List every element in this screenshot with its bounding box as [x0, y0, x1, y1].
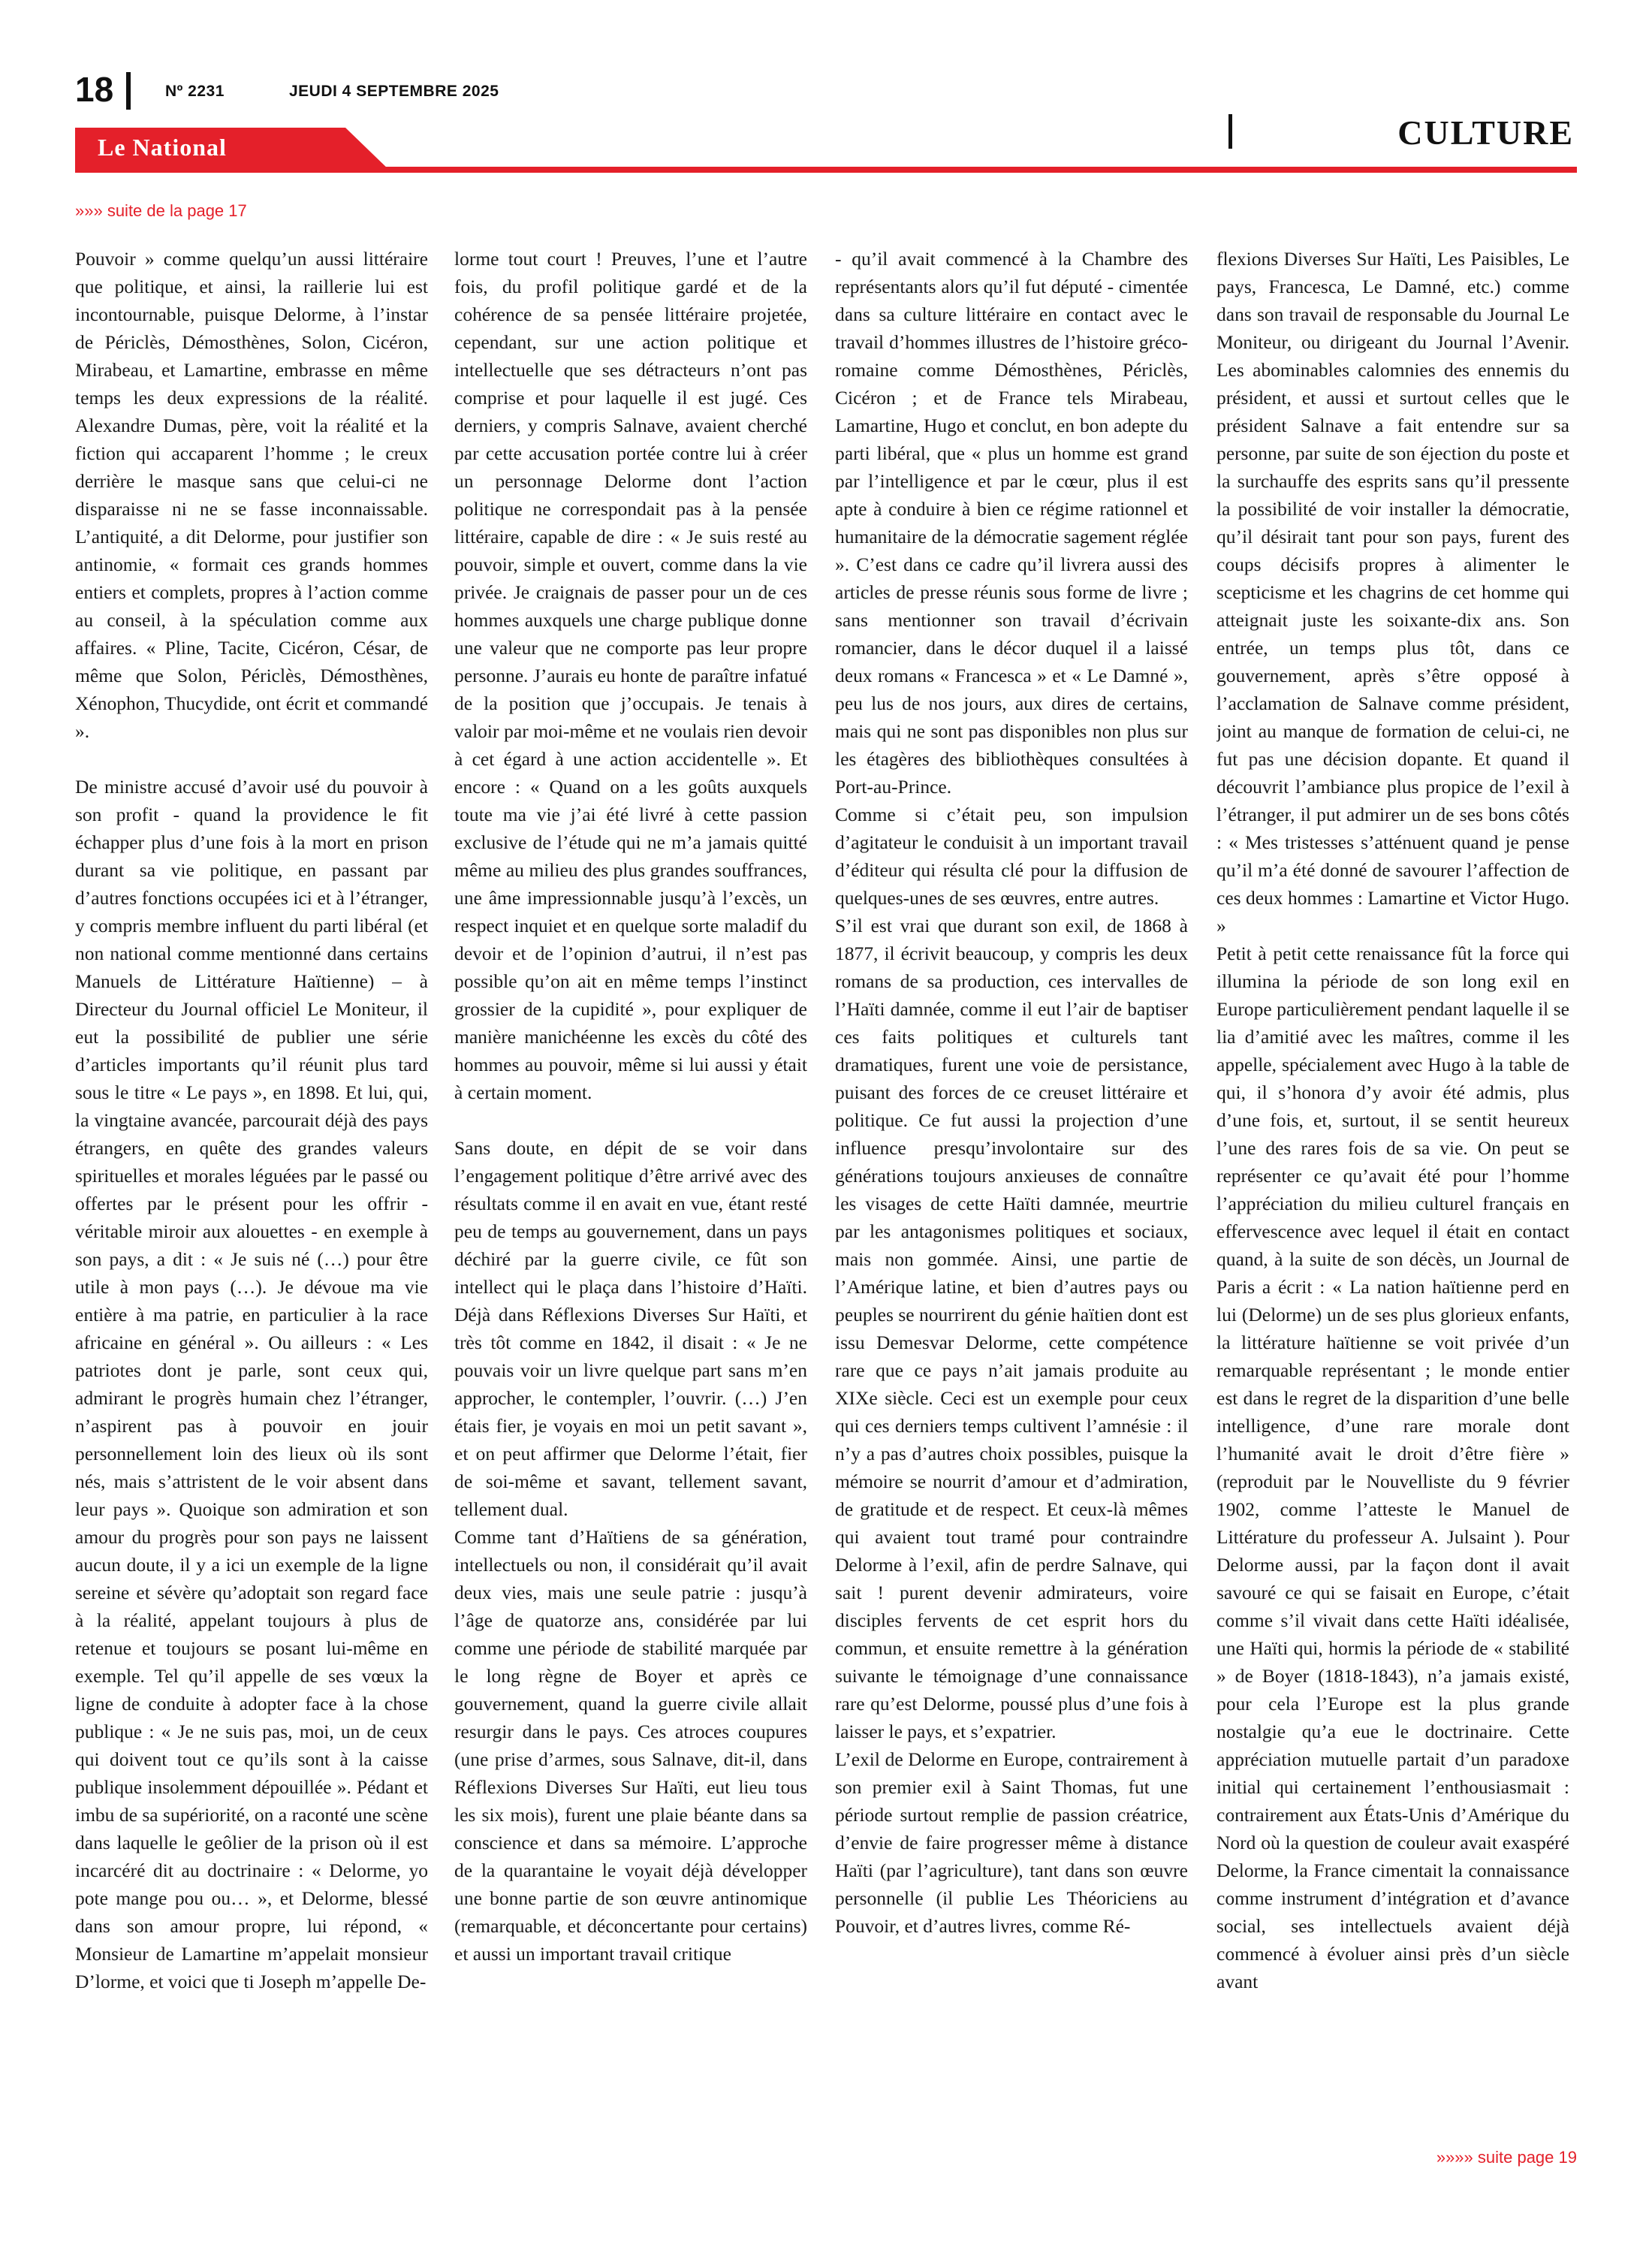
continued-from-link[interactable]: »»» suite de la page 17 [75, 201, 247, 220]
section-title: CULTURE [1397, 113, 1574, 152]
paragraph: flexions Diverses Sur Haïti, Les Paisibles, Le pays, Francesca, Le Damné, etc.) comme dans son travail de responsable du Journal Le Moniteur, ou dirigeant du Journal l’Avenir. Les abominables calomnies des ennemis du président, et aussi et surtout celles que le président Salnave a fait entendre sur sa personne, par suite de son éjection du poste et la surchauffe des esprits sans qu’il pressente la possibilité de voir installer la démocratie, qu’il désirait tant pour son pays, furent des coups décisifs propres à alimenter le scepticisme et les chagrins de cet homme qui atteignait juste les soixante-dix ans. Son entrée, un temps plus tôt, dans ce gouvernement, après s’être opposé à l’acclamation de Salnave comme président, joint au manque de formation de celui-ci, ne fut pas une décision dopante. Et quand il découvrit l’ambiance plus propice de l’exil à l’étranger, il put admirer un de ses bons côtés : « Mes tristesses s’atténuent quand je pense qu’il m’a été donné de savourer l’affection de ces deux hommes : Lamartine et Victor Hugo. » [1216, 248, 1569, 936]
article-column-4 [1216, 245, 1569, 2145]
issue-number: Nº 2231 [165, 83, 225, 100]
article-column-2 [454, 245, 807, 2145]
paragraph: Sans doute, en dépit de se voir dans l’engagement politique d’être arrivé avec des résultats comme il en avait en vue, étant resté peu de temps au gouvernement, dans un pays déchiré par la guerre civile, ce fût son intellect qui le plaça dans l’histoire d’Haïti. Déjà dans Réflexions Diverses Sur Haïti, et très tôt comme en 1842, il disait : « Je ne pouvais voir un livre quelque part sans m’en approcher, le contempler, l’ouvrir. (…) J’en étais fier, je voyais en moi un petit savant », et on peut affirmer que Delorme l’était, fier de soi-même et savant, tellement savant, tellement dual. [454, 1137, 807, 1520]
continued-to-link[interactable]: »»»» suite page 19 [1436, 2148, 1577, 2167]
article-column-3 [835, 245, 1188, 2145]
paragraph: Comme tant d’Haïtiens de sa génération, intellectuels ou non, il considérait qu’il avait deux vies, mais une seule patrie : jusqu’à l’âge de quatorze ans, considérée par lui comme une période de stabilité marquée par le long règne de Boyer et après ce gouvernement, quand la guerre civile allait resurgir dans le pays. Ces atroces coupures (une prise d’armes, sous Salnave, dit-il, dans Réflexions Diverses Sur Haïti, eut lieu tous les six mois), furent une plaie béante dans sa conscience et dans sa mémoire. L’approche de la quarantaine le voyait déjà développer une bonne partie de son œuvre antinomique (remarquable, et déconcertante pour certains) et aussi un important travail critique [454, 1526, 807, 1965]
paragraph: - qu’il avait commencé à la Chambre des représentants alors qu’il fut député - cimentée dans sa culture littéraire en contact avec le travail d’hommes illustres de l’histoire gréco-romaine comme Démosthènes, Périclès, Cicéron ; et de France tels Mirabeau, Lamartine, Hugo et conclut, en bon adepte du parti libéral, que « plus un homme est grand par l’intelligence et par le cœur, plus il est apte à conduire à bien ce régime rationnel et humanitaire de la démocratie sagement réglée ». C’est dans ce cadre qu’il livrera aussi des articles de presse réunis sous forme de livre ; sans mentionner son travail d’écrivain romancier, dans le décor duquel il a laissé deux romans « Francesca » et « Le Damné », peu lus de nos jours, aux dires de certains, mais qui ne sont pas disponibles non plus sur les étagères des bibliothèques consultées à Port-au-Prince. [835, 248, 1188, 798]
brand-name: Le National [98, 134, 227, 161]
article-column-1 [75, 245, 428, 2145]
paragraph: Petit à petit cette renaissance fût la force qui illumina la période de son long exil en Europe particulièrement pendant laquelle il se lia d’amitié avec les maîtres, comme il les appelle, spécialement avec Hugo à la table de qui, il s’honora d’y avoir été admis, plus d’une fois, et, surtout, il se sentit heureux l’une des rares fois de sa vie. On peut se représenter ce qu’avait été pour l’homme l’appréciation du milieu culturel français en effervescence avec lequel il était en contact quand, à la suite de son décès, un Journal de Paris a écrit : « La nation haïtienne perd en lui (Delorme) un de ses plus glorieux enfants, la littérature haïtienne se voit privée d’un remarquable représentant ; le monde entier est dans le regret de la disparition d’une belle intelligence, d’une rare morale dont l’humanité avait le droit d’être fière » (reproduit par le Nouvelliste du 9 février 1902, comme l’atteste le Manuel de Littérature du professeur A. Julsaint ). Pour Delorme aussi, par la façon dont il avait savouré ce qui se faisait en Europe, c’était comme s’il vivait dans cette Haïti idéalisée, une Haïti qui, hormis la période de « stabilité » de Boyer (1818-1843), n’a jamais existé, pour cela l’Europe est la plus grande nostalgie qu’a eue le doctrinaire. Cette appréciation mutuelle partait d’un paradoxe initial qui certainement l’enthousiasmait : contrairement aux États-Unis d’Amérique du Nord où la question de couleur avait exaspéré Delorme, la France cimentait la connaissance comme instrument d’intégration et d’avance social, ses intellectuels avaient déjà commencé à évoluer ainsi près d’un siècle avant [1216, 943, 1569, 1992]
paragraph: Comme si c’était peu, son impulsion d’agitateur le conduisit à un important travail d’éditeur qui résulta clé pour la diffusion de quelques-unes de ses œuvres, entre autres. [835, 804, 1188, 909]
section-divider [1228, 114, 1232, 149]
paragraph: lorme tout court ! Preuves, l’une et l’autre fois, du profil politique gardé et de la cohérence de sa pensée littéraire projetée, cependant, sur une action politique et intellectuelle que ses détracteurs n’ont pas comprise et pour laquelle il est jugé. Ces derniers, y compris Salnave, avaient cherché par cette accusation portée contre lui à créer un personnage Delorme dont l’action politique ne correspondait pas à la pensée littéraire, capable de dire : « Je suis resté au pouvoir, simple et ouvert, comme dans la vie privée. Je craignais de passer pour un de ces hommes auxquels une charge publique donne une valeur que ne comporte pas leur propre personne. J’aurais eu honte de paraître infatué de la position que j’occupais. Je tenais à valoir par moi-même et ne voulais rien devoir à cet égard à une action accidentelle ». Et encore : « Quand on a les goûts auxquels toute ma vie j’ai été livré à cette passion exclusive de l’étude qui ne m’a jamais quitté même au milieu des plus grandes souffrances, une âme impressionnable jusqu’à l’excès, un respect inquiet et en quelque sorte maladif du devoir et de l’opinion d’autrui, il n’est pas possible qu’on ait en même temps l’instinct grossier de la cupidité », pour expliquer de manière manichéenne les excès du côté des hommes au pouvoir, même si lui aussi y était à certain moment. [454, 248, 807, 1103]
page-number: 18 [75, 70, 114, 109]
issue-date: JEUDI 4 SEPTEMBRE 2025 [289, 83, 499, 100]
paragraph: De ministre accusé d’avoir usé du pouvoir à son profit - quand la providence le fit échapper plus d’une fois à la mort en prison durant sa vie politique, en passant par d’autres fonctions occupées ici et à l’étranger, y compris membre influent du parti libéral (et non national comme mentionné dans certains Manuels de Littérature Haïtienne) – à Directeur du Journal officiel Le Moniteur, il eut la possibilité de publier une série d’articles importants qu’il réunit plus tard sous le titre « Le pays », en 1898. Et lui, qui, la vingtaine avancée, parcourait déjà des pays étrangers, en quête des grandes valeurs spirituelles et morales léguées par le passé ou offertes par le présent pour les offrir - véritable miroir aux alouettes - en exemple à son pays, a dit : « Je suis né (…) pour être utile à mon pays (…). Je dévoue ma vie entière à ma patrie, en particulier à la race africaine en général ». Ou ailleurs : « Les patriotes dont je parle, sont ceux qui, admirant le progrès humain chez l’étranger, n’aspirent pas à pouvoir en jouir personnellement loin des lieux où ils sont nés, mais s’attristent de le voir absent dans leur pays ». Quoique son admiration et son amour du progrès pour son pays ne laissent aucun doute, il y a ici un exemple de la ligne sereine et sévère qu’adoptait son regard face à la réalité, appelant toujours à plus de retenue et toujours se posant lui-même en exemple. Tel qu’il appelle de ses vœux la ligne de conduite à adopter face à la chose publique : « Je ne suis pas, moi, un de ceux qui doivent tout ce qu’ils sont à la caisse publique insolemment dépouillée ». Pédant et imbu de sa supériorité, on a raconté une scène dans laquelle le geôlier de la prison où il est incarcéré dit au doctrinaire : « Delorme, yo pote mange pou ou… », et Delorme, blessé dans son amour propre, lui répond, « Monsieur de Lamartine m’appelait monsieur D’lorme, et voici que ti Joseph m’appelle De- [75, 776, 428, 1992]
paragraph: L’exil de Delorme en Europe, contrairement à son premier exil à Saint Thomas, fut une période surtout remplie de passion créatrice, d’envie de faire progresser même à distance Haïti (par l’agriculture), tant dans son œuvre personnelle (il publie Les Théoriciens au Pouvoir, et d’autres livres, comme Ré- [835, 1748, 1188, 1937]
paragraph: Pouvoir » comme quelqu’un aussi littéraire que politique, et ainsi, la raillerie lui est incontournable, puisque Delorme, à l’instar de Périclès, Démosthènes, Solon, Cicéron, Mirabeau, et Lamartine, embrasse en même temps les deux expressions de la réalité. Alexandre Dumas, père, voit la réalité et la fiction qui accaparent l’homme ; le creux derrière le masque sans que celui-ci ne disparaisse ni ne se fasse inconnaissable. L’antiquité, a dit Delorme, pour justifier son antinomie, « formait ces grands hommes entiers et complets, propres à l’action comme au conseil, à la spéculation comme aux affaires. « Pline, Tacite, Cicéron, César, de même que Solon, Périclès, Démosthènes, Xénophon, Thucydide, ont écrit et commandé ». [75, 248, 428, 742]
page-number-divider [126, 72, 131, 110]
paragraph: S’il est vrai que durant son exil, de 1868 à 1877, il écrivit beaucoup, y compris les deux romans de sa production, ces intervalles de l’Haïti damnée, comme il eut l’air de baptiser ces faits politiques et culturels tant dramatiques, furent une voie de persistance, puisant des forces de ce creuset littéraire et politique. Ce fut aussi la projection d’une influence presqu’involontaire sur des générations toujours anxieuses de connaître les visages de cette Haïti damnée, meurtrie par les antagonismes politiques et sociaux, mais non gommée. Ainsi, une partie de l’Amérique latine, et bien d’autres pays ou peuples se nourrirent du génie haïtien dont est issu Demesvar Delorme, cette compétence rare que ce pays n’ait jamais produite au XIXe siècle. Ceci est un exemple pour ceux qui ces derniers temps cultivent l’amnésie : il n’y a pas d’autres choix possibles, puisque la mémoire se nourrit d’amour et d’admiration, de gratitude et de respect. Et ceux-là mêmes qui avaient tout tramé pour contraindre Delorme à l’exil, afin de perdre Salnave, qui sait ! purent devenir admirateurs, voire disciples fervents de cet esprit hors du commun, et ensuite remettre à la génération suivante le témoignage d’une connaissance rare qu’est Delorme, poussé plus d’une fois à laisser le pays, et s’expatrier. [835, 915, 1188, 1742]
